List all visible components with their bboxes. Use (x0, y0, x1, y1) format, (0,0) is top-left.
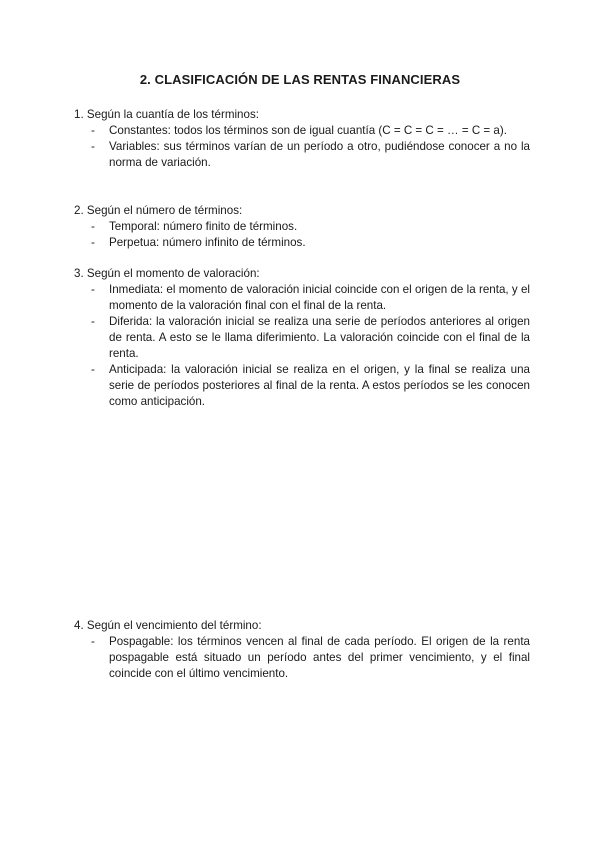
list-item-text: Pospagable: los términos vencen al final de cada período. El origen de la renta pospagable está situado un período antes del primer vencimiento, y el final coincide con el último vencimiento. (109, 635, 530, 680)
list-item (74, 634, 530, 682)
list-dash: - (91, 363, 95, 376)
section-momento-valoracion (74, 266, 530, 410)
section-cuantia (74, 107, 530, 171)
list-dash: - (91, 635, 95, 648)
list-item (74, 362, 530, 410)
list-dash: - (91, 283, 95, 296)
list-dash: - (91, 220, 95, 233)
list-item-text: Diferida: la valoración inicial se realiza una serie de períodos anteriores al origen de renta. A esto se le llama diferimiento. La valoración coincide con el final de la renta. (109, 315, 530, 360)
list-dash: - (91, 236, 95, 249)
section-heading: 1. Según la cuantía de los términos: (74, 108, 259, 121)
list-item (74, 219, 530, 235)
list-dash: - (91, 124, 95, 137)
list-dash: - (91, 315, 95, 328)
section-heading: 2. Según el número de términos: (74, 204, 243, 217)
item-list (74, 123, 530, 171)
list-item-text: Anticipada: la valoración inicial se realiza en el origen, y la final se realiza una serie de períodos posteriores al final de la renta. A estos períodos se les conocen como anticipación. (109, 363, 530, 408)
item-list (74, 282, 530, 410)
item-list (74, 634, 530, 682)
list-item (74, 235, 530, 251)
list-item-text: Temporal: número finito de términos. (109, 220, 298, 233)
item-list (74, 219, 530, 251)
list-item-text: Constantes: todos los términos son de igual cuantía (C = C = C = … = C = a). (109, 124, 507, 137)
section-heading: 4. Según el vencimiento del término: (74, 619, 262, 632)
section-vencimiento (74, 618, 530, 682)
list-dash: - (91, 140, 95, 153)
list-item (74, 314, 530, 362)
section-heading: 3. Según el momento de valoración: (74, 267, 260, 280)
list-item (74, 139, 530, 171)
section-numero-terminos (74, 203, 530, 251)
list-item (74, 282, 530, 314)
list-item (74, 123, 530, 139)
list-item-text: Inmediata: el momento de valoración inicial coincide con el origen de la renta, y el momento de la valoración final con el final de la renta. (109, 283, 530, 312)
document-title: 2. CLASIFICACIÓN DE LAS RENTAS FINANCIERAS (139, 72, 461, 87)
list-item-text: Perpetua: número infinito de términos. (109, 236, 306, 249)
list-item-text: Variables: sus términos varían de un período a otro, pudiéndose conocer a no la norma de variación. (109, 140, 530, 169)
